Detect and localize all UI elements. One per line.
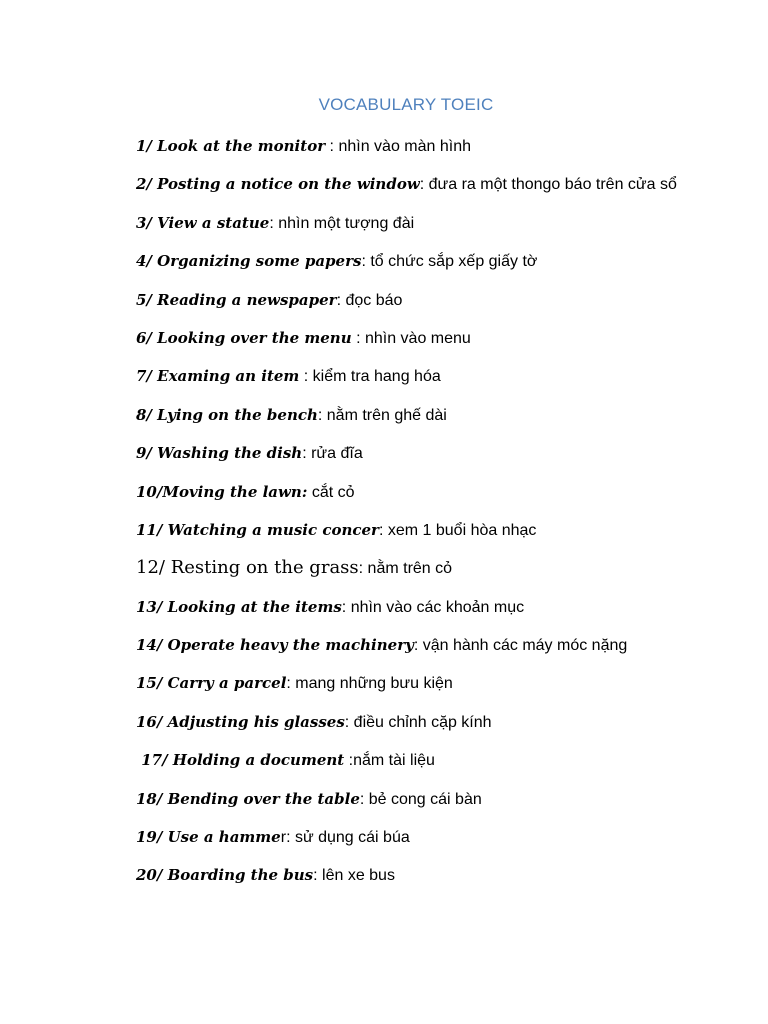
vocab-term: 12/ Resting on the grass	[136, 557, 359, 579]
vocab-meaning: nằm trên ghế dài	[326, 406, 447, 424]
vocab-item-5	[136, 288, 756, 326]
vocab-separator: :	[351, 329, 365, 347]
vocab-meaning: nắm tài liệu	[353, 752, 435, 770]
vocab-meaning: xem 1 buổi hòa nhạc	[387, 521, 537, 539]
vocab-separator: r:	[280, 829, 295, 847]
vocab-item-3	[136, 211, 756, 249]
vocab-term: 1/ Look at the monitor	[136, 137, 326, 155]
vocab-meaning: nhìn vào các khoản mục	[350, 598, 525, 616]
vocab-item-4	[136, 249, 756, 287]
vocab-item-10	[136, 480, 756, 518]
vocab-item-18	[136, 787, 756, 825]
vocab-separator: :	[286, 675, 296, 693]
vocab-separator: :	[325, 138, 339, 155]
vocabulary-list	[136, 134, 756, 902]
vocab-meaning: tổ chức sắp xếp giấy tờ	[370, 253, 538, 271]
vocab-separator: :	[413, 637, 423, 655]
vocab-separator: :	[344, 752, 354, 770]
vocab-term: 15/ Carry a parcel	[136, 674, 287, 693]
vocab-meaning: bẻ cong cái bàn	[368, 790, 482, 808]
vocab-item-6	[136, 326, 756, 364]
vocab-meaning: đọc báo	[345, 291, 403, 309]
vocab-meaning: nhìn vào màn hình	[338, 138, 471, 155]
vocab-meaning: lên xe bus	[322, 867, 395, 885]
vocab-term: 20/ Boarding the bus	[136, 866, 314, 885]
vocab-meaning: nằm trên cỏ	[367, 560, 453, 578]
vocab-term: 5/ Reading a newspaper	[136, 290, 337, 309]
vocab-separator: :	[336, 291, 346, 309]
vocab-item-16	[136, 710, 756, 748]
vocab-item-14	[136, 633, 756, 671]
vocab-term: 14/ Operate heavy the machinery	[136, 636, 414, 655]
vocab-meaning: rửa đĩa	[311, 445, 363, 463]
vocab-term: 18/ Bending over the table	[136, 789, 360, 808]
vocab-item-11	[136, 518, 756, 556]
vocab-term: 2/ Posting a notice on the window	[136, 175, 420, 194]
vocab-term: 9/ Washing the dish	[136, 444, 303, 463]
vocab-term: 4/ Organizing some papers	[136, 252, 362, 271]
vocab-term: 13/ Looking at the items	[136, 597, 342, 616]
vocab-meaning: đưa ra một thongo báo trên cửa sổ	[428, 176, 677, 194]
vocab-item-1	[136, 134, 756, 172]
vocab-term: 17/ Holding a document	[136, 751, 345, 770]
vocab-meaning: cắt cỏ	[311, 483, 355, 501]
vocab-item-7	[136, 364, 756, 402]
vocab-separator: :	[344, 713, 354, 731]
vocab-meaning: sử dụng cái búa	[294, 829, 410, 847]
vocab-meaning: mang những bưu kiện	[295, 675, 453, 693]
vocab-item-9	[136, 441, 756, 479]
vocab-separator: :	[299, 368, 313, 386]
vocab-meaning: nhìn một tượng đài	[278, 214, 415, 232]
vocab-item-20	[136, 863, 756, 901]
vocab-meaning: nhìn vào menu	[364, 329, 471, 347]
vocab-separator: :	[341, 598, 351, 616]
vocab-term: 3/ View a statue	[136, 213, 270, 232]
vocab-item-8	[136, 403, 756, 441]
vocab-meaning: điều chỉnh cặp kính	[353, 713, 492, 731]
vocab-term: 7/ Examing an item	[136, 367, 300, 386]
vocab-meaning: kiểm tra hang hóa	[312, 368, 441, 386]
vocab-separator: :	[269, 214, 279, 232]
vocab-item-15	[136, 671, 756, 709]
vocab-item-19	[136, 825, 756, 863]
vocab-separator: :	[361, 253, 371, 271]
vocab-item-2	[136, 172, 756, 210]
vocab-term: 8/ Lying on the bench	[136, 405, 318, 424]
vocab-separator: :	[358, 560, 368, 578]
vocab-separator: :	[313, 867, 323, 885]
vocab-separator: :	[378, 521, 388, 539]
vocab-term: 11/ Watching a music concer	[136, 520, 379, 539]
vocab-separator: :	[419, 176, 429, 194]
vocab-separator: :	[302, 445, 312, 463]
vocab-term: 19/ Use a hamme	[136, 828, 281, 847]
vocab-term: 16/ Adjusting his glasses	[136, 712, 345, 731]
document-title: VOCABULARY TOEIC	[318, 95, 494, 114]
vocab-item-17	[136, 748, 756, 786]
vocab-term: 6/ Looking over the menu	[136, 328, 352, 347]
vocab-item-13	[136, 595, 756, 633]
vocab-term: 10/Moving the lawn:	[136, 482, 308, 501]
vocab-meaning: vận hành các máy móc nặng	[422, 637, 628, 655]
vocab-item-12	[136, 556, 756, 594]
vocab-separator: :	[317, 406, 327, 424]
vocab-separator: :	[359, 790, 369, 808]
